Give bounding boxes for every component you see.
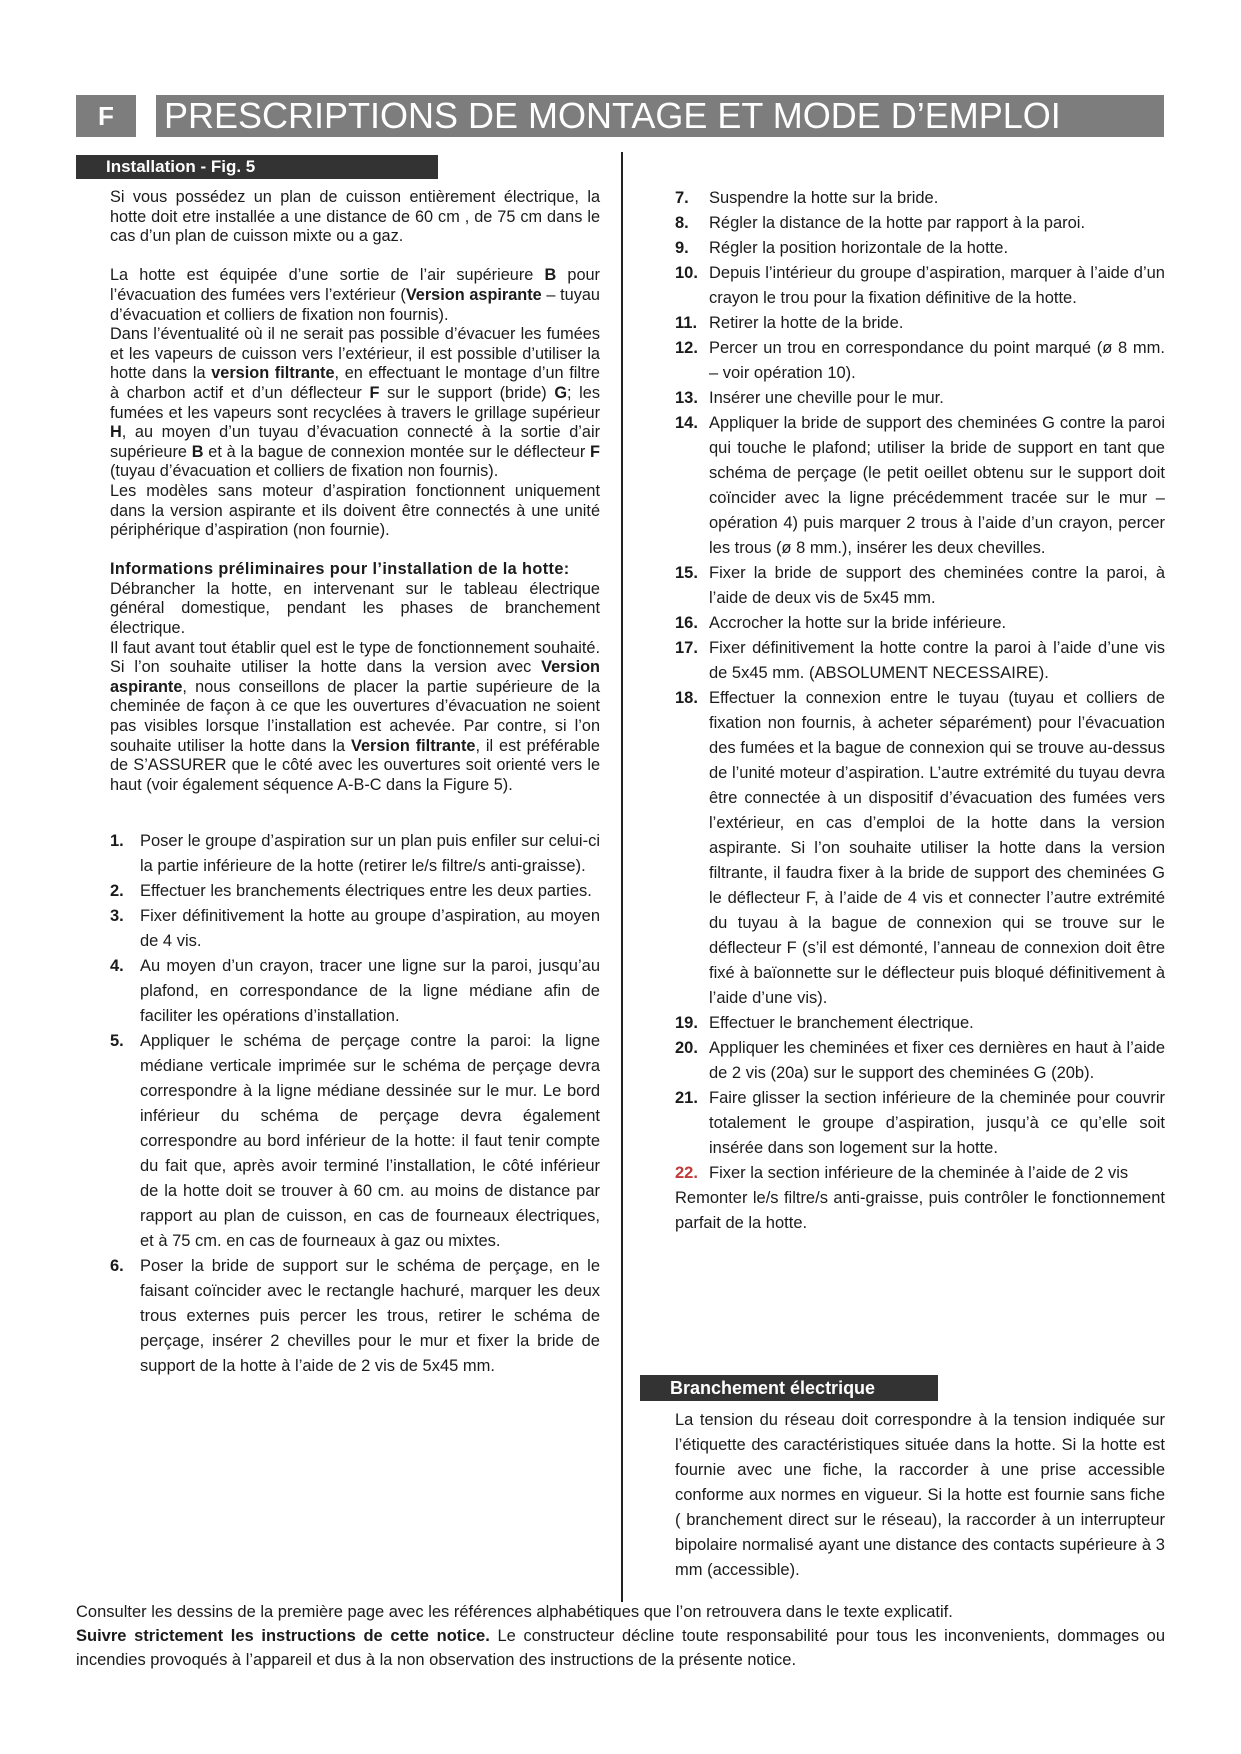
step-text: Effectuer la connexion entre le tuyau (tuyau et colliers de fixation non fournis, à acheter séparément) pour l’évacuation des fumées et la bague de connexion qui se trouve au-dessus de l’unité moteur d’aspiration. L’autre extrémité du tuyau devra être connectée à un dispositif d’évacuation des fumées vers l’extérieur, en cas d’emploi de la hotte dans la version aspirante. Si l’on souhaite utiliser la hotte dans la version filtrante, il faudra fixer à la bride de support des cheminées G le déflecteur F, à l’aide de 4 vis et connecter l’autre extrémité du tuyau à la bague de connexion qui se trouve sur le déflecteur F (s’il est démonté, l’anneau de connexion doit être fixé à baïonnette sur le déflecteur puis bloqué définitivement à l’aide d’une vis). xyxy=(709,689,1165,1007)
step-text: Appliquer la bride de support des cheminées G contre la paroi qui touche le plafond; utiliser la bride de support en tant que schéma de perçage (le petit oeillet obtenu sur le support doit coïncider avec la ligne précédemment tracée sur le mur – opération 4) puis marquer 2 trous à l’aide d’un crayon, percer les trous (ø 8 mm.), insérer les deux chevilles. xyxy=(709,414,1165,557)
footer-warning-bold: Suivre strictement les instructions de cette notice. xyxy=(76,1627,490,1645)
installation-paragraph-2: La hotte est équipée d’une sortie de l’air supérieure B pour l’évacuation des fumées vers l’extérieur (Version aspirante – tuyau d’évacuation et colliers de fixation non fournis). xyxy=(110,266,600,324)
step-number: 22. xyxy=(675,1164,698,1182)
step-text: Effectuer le branchement électrique. xyxy=(709,1014,974,1032)
step-text: Fixer la section inférieure de la cheminée à l’aide de 2 vis xyxy=(709,1164,1129,1182)
step-text: Effectuer les branchements électriques entre les deux parties. xyxy=(140,882,592,901)
step-text: Accrocher la hotte sur la bride inférieure. xyxy=(709,614,1007,632)
step-text: Régler la distance de la hotte par rapport à la paroi. xyxy=(709,214,1086,232)
step-text: Fixer définitivement la hotte contre la paroi à l’aide d’une vis de 5x45 mm. (ABSOLUMENT NECESSAIRE). xyxy=(709,639,1165,682)
step-item xyxy=(675,186,1165,211)
step-number: 13. xyxy=(675,389,698,407)
step-text: Insérer une cheville pour le mur. xyxy=(709,389,944,407)
step-number: 17. xyxy=(675,639,698,657)
step-number: 21. xyxy=(675,1089,698,1107)
step-number: 8. xyxy=(675,214,689,232)
step-text: Percer un trou en correspondance du point marqué (ø 8 mm. – voir opération 10). xyxy=(709,339,1165,382)
step-number: 4. xyxy=(110,957,124,976)
installation-paragraph-3: Dans l’éventualité où il ne serait pas possible d’évacuer les fumées et les vapeurs de cuisson vers l’extérieur, il est possible d’utiliser la hotte dans la version filtrante, en effectuant le montage d’un filtre à charbon actif et d’un déflecteur F sur le support (bride) G; les fumées et les vapeurs sont recyclées à travers le grillage supérieur H, au moyen d’un tuyau d’évacuation connecté à la sortie d’air supérieure B et à la bague de connexion montée sur le déflecteur F (tuyau d’évacuation et colliers de fixation non fournis). xyxy=(110,325,600,481)
step-item xyxy=(675,336,1165,386)
step-text: Fixer la bride de support des cheminées contre la paroi, à l’aide de deux vis de 5x45 mm. xyxy=(709,564,1165,607)
step-item xyxy=(675,386,1165,411)
step-item xyxy=(675,636,1165,686)
step-text: Fixer définitivement la hotte au groupe d’aspiration, au moyen de 4 vis. xyxy=(140,907,600,951)
preliminary-paragraph-2: Il faut avant tout établir quel est le type de fonctionnement souhaité. Si l’on souhaite utiliser la hotte dans la version avec Version aspirante, nous conseillons de placer la partie supérieure de la cheminée de façon à ce que les ouvertures d’évacuation ne soient pas visibles lorsque l’installation est achevée. Par contre, si l’on souhaite utiliser la hotte dans la Version filtrante, il est préférable de S’ASSURER que le côté avec les ouvertures soit orienté vers le haut (voir également séquence A-B-C dans la Figure 5). xyxy=(110,638,600,794)
step-number: 20. xyxy=(675,1039,698,1057)
step-item xyxy=(110,904,600,954)
step-item xyxy=(110,1029,600,1254)
preliminary-info-title: Informations préliminaires pour l’installation de la hotte: xyxy=(110,560,570,579)
electrical-connection-title: Branchement électrique xyxy=(640,1375,938,1401)
step-number: 19. xyxy=(675,1014,698,1032)
step-text: Faire glisser la section inférieure de la cheminée pour couvrir totalement le groupe d’aspiration, jusqu’à ce qu’elle soit insérée dans son logement sur la hotte. xyxy=(709,1089,1165,1157)
step-text: Poser la bride de support sur le schéma de perçage, en le faisant coïncider avec le rectangle hachuré, marquer les deux trous externes puis percer les trous, retirer le schéma de perçage, insérer 2 chevilles pour le mur et fixer la bride de support de la hotte à l’aide de 2 vis de 5x45 mm. xyxy=(140,1257,600,1376)
step-item xyxy=(110,1254,600,1379)
steps-list-right xyxy=(675,186,1165,1186)
steps-list-left xyxy=(110,829,600,1379)
step-item xyxy=(675,686,1165,1011)
step-number: 15. xyxy=(675,564,698,582)
step-text: Poser le groupe d’aspiration sur un plan puis enfiler sur celui-ci la partie inférieure de la hotte (retirer le/s filtre/s anti-graisse). xyxy=(140,832,600,876)
step-item xyxy=(675,411,1165,561)
footer-line-1: Consulter les dessins de la première page avec les références alphabétiques que l’on retrouvera dans le texte explicatif. xyxy=(76,1603,953,1621)
step-text: Appliquer les cheminées et fixer ces dernières en haut à l’aide de 2 vis (20a) sur le support des cheminées G (20b). xyxy=(709,1039,1165,1082)
step-item xyxy=(675,211,1165,236)
step-text: Régler la position horizontale de la hotte. xyxy=(709,239,1009,257)
step-number: 11. xyxy=(675,314,698,332)
column-divider xyxy=(621,152,623,1602)
electrical-connection-text: La tension du réseau doit correspondre à la tension indiquée sur l’étiquette des caractéristiques située dans la hotte. Si la hotte est fournie avec une fiche, la raccorder à une prise accessible conforme aux normes en vigueur. Si la hotte est fournie sans fiche ( branchement direct sur le réseau), la raccorder à un interrupteur bipolaire normalisé ayant une distance des contacts supérieure à 3 mm (accessible). xyxy=(675,1411,1165,1579)
step-number: 2. xyxy=(110,882,124,901)
step-item xyxy=(675,311,1165,336)
step-item xyxy=(110,879,600,904)
page-title: PRESCRIPTIONS DE MONTAGE ET MODE D’EMPLOI xyxy=(156,95,1164,137)
step-number: 1. xyxy=(110,832,124,851)
step-item xyxy=(110,954,600,1029)
step-number: 12. xyxy=(675,339,698,357)
step-number: 18. xyxy=(675,689,698,707)
step-number: 16. xyxy=(675,614,698,632)
step-number: 7. xyxy=(675,189,689,207)
step-item xyxy=(675,1161,1165,1186)
step-number: 10. xyxy=(675,264,698,282)
step-text: Appliquer le schéma de perçage contre la paroi: la ligne médiane verticale imprimée sur le schéma de perçage devra correspondre à la ligne médiane dessinée sur le mur. Le bord inférieur du schéma de perçage devra également correspondre au bord inférieur de la hotte: il faut tenir compte du fait que, après avoir terminé l’installation, le côté inférieur de la hotte doit se trouver à 60 cm. au moins de distance par rapport au plan de cuisson, en cas de fourneaux électriques, et à 75 cm. en cas de fourneaux à gaz ou mixtes. xyxy=(140,1032,600,1251)
installation-paragraph-1: Si vous possédez un plan de cuisson entièrement électrique, la hotte doit etre installée a une distance de 60 cm , de 75 cm dans le cas d’un plan de cuisson mixte ou a gaz. xyxy=(110,188,600,246)
installation-paragraph-4: Les modèles sans moteur d’aspiration fonctionnent uniquement dans la version aspirante et ils doivent être connectés à une unité périphérique d’aspiration (non fournie). xyxy=(110,481,600,540)
left-column xyxy=(110,188,600,1379)
step-item xyxy=(675,561,1165,611)
right-column xyxy=(675,186,1165,1236)
step-item xyxy=(675,1036,1165,1086)
step-number: 9. xyxy=(675,239,689,257)
step-text: Au moyen d’un crayon, tracer une ligne sur la paroi, jusqu’au plafond, en correspondance de la ligne médiane afin de faciliter les opérations d’installation. xyxy=(140,957,600,1026)
step-item xyxy=(675,236,1165,261)
footer-notice xyxy=(76,1600,1165,1672)
step-number: 6. xyxy=(110,1257,124,1276)
footer-warning: Suivre strictement les instructions de cette notice. Le constructeur décline toute responsabilité pour tous les inconvenients, dommages ou incendies provoqués à l’appareil et dus à la non observation des instructions de la présente notice. xyxy=(76,1627,1165,1669)
step-number: 3. xyxy=(110,907,124,926)
step-item xyxy=(675,1011,1165,1036)
step-text: Retirer la hotte de la bride. xyxy=(709,314,904,332)
language-badge: F xyxy=(76,95,136,137)
step-text: Depuis l’intérieur du groupe d’aspiration, marquer à l’aide d’un crayon le trou pour la fixation définitive de la hotte. xyxy=(709,264,1165,307)
step-text: Suspendre la hotte sur la bride. xyxy=(709,189,939,207)
step-item xyxy=(675,611,1165,636)
step-item xyxy=(675,1086,1165,1161)
step-item xyxy=(110,829,600,879)
preliminary-paragraph-1: Débrancher la hotte, en intervenant sur le tableau électrique général domestique, pendant les phases de branchement électrique. xyxy=(110,579,600,638)
step-item xyxy=(675,261,1165,311)
after-steps-note: Remonter le/s filtre/s anti-graisse, puis contrôler le fonctionnement parfait de la hotte. xyxy=(675,1189,1165,1232)
step-number: 5. xyxy=(110,1032,124,1051)
step-number: 14. xyxy=(675,414,698,432)
installation-section-title: Installation - Fig. 5 xyxy=(76,155,438,179)
